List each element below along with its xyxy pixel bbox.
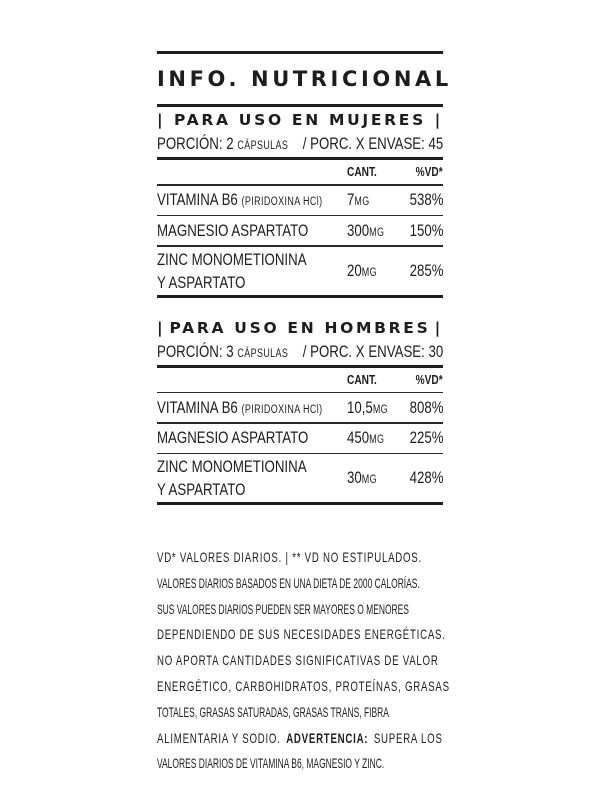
section-heading: | PARA USO EN HOMBRES | xyxy=(157,318,443,337)
section-hombres xyxy=(157,315,443,506)
serving-info: PORCIÓN: 3 CÁPSULAS / PORC. X ENVASE: 30 xyxy=(157,341,444,361)
table-row: ZINC MONOMETIONINA Y ASPARTATO 20MG 285% xyxy=(157,249,443,292)
section-mujeres xyxy=(157,107,443,298)
table-row: ZINC MONOMETIONINA Y ASPARTATO 30MG 428% xyxy=(157,457,443,499)
table-row: VITAMINA B6 (PIRIDOXINA HCl) 10,5MG 808% xyxy=(157,397,443,417)
nutrition-panel xyxy=(157,51,452,505)
table-row: MAGNESIO ASPARTATO 450MG 225% xyxy=(157,428,443,447)
table-header: CANT. %VD* xyxy=(347,371,443,387)
panel-title: INFO. NUTRICIONAL xyxy=(157,67,452,91)
table-header: CANT. %VD* xyxy=(347,164,443,179)
serving-info: PORCIÓN: 2 CÁPSULAS / PORC. X ENVASE: 45 xyxy=(157,134,444,153)
footnote: VD* VALORES DIARIOS. | ** VD NO ESTIPULADOS. VALORES DIARIOS BASADOS EN UNA DIETA DE 2000 CALORÍAS. SUS VALORES DIARIOS PUEDEN SER MAYORES O MENORES DEPENDIENDO DE SUS NECESIDADES ENERGÉTICAS. NO APORTA CANTIDADES SIGNIFICATIVAS DE VALOR ENERGÉTICO, CARBOHIDRATOS, PROTEÍNAS, GRASAS TOTALES, GRASAS SATURADAS, GRASAS TRANS, FIBRA ALIMENTARIA Y SODIO. ADVERTENCIA: SUPERA LOS VALORES DIARIOS DE VITAMINA B6, MAGNESIO Y ZINC. xyxy=(157,549,450,772)
table-row: VITAMINA B6 (PIRIDOXINA HCl) 7MG 538% xyxy=(157,190,443,209)
section-heading: | PARA USO EN MUJERES | xyxy=(157,111,443,129)
warning-label: ADVERTENCIA: xyxy=(286,729,369,746)
table-row: MAGNESIO ASPARTATO 300MG 150% xyxy=(157,220,443,240)
